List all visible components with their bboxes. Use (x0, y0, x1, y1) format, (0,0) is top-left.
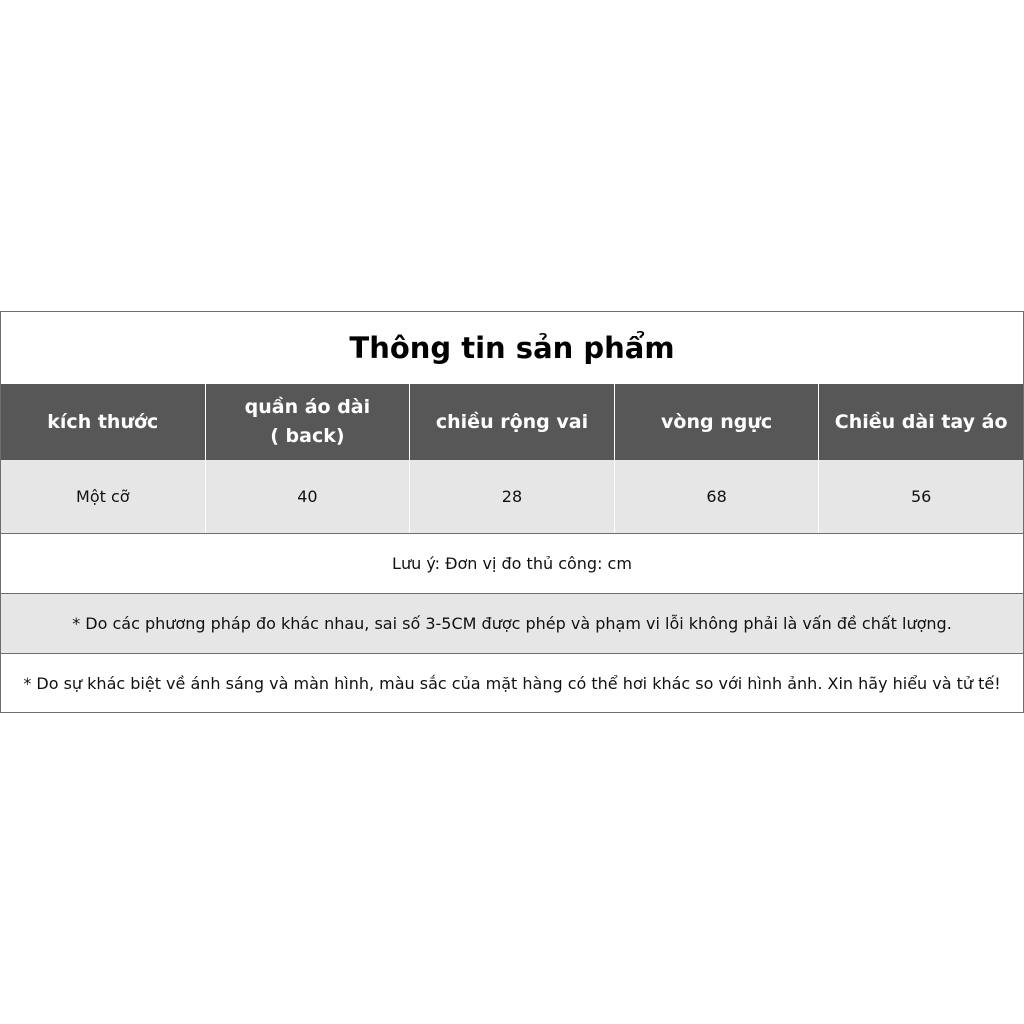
note-unit: Lưu ý: Đơn vị đo thủ công: cm (1, 533, 1023, 593)
cell-shoulder: 28 (409, 460, 614, 533)
cell-sleeve: 56 (818, 460, 1023, 533)
table-header-row (1, 384, 1023, 460)
note-color-difference: * Do sự khác biệt về ánh sáng và màn hình, màu sắc của mặt hàng có thể hơi khác so với hình ảnh. Xin hãy hiểu và tử tế! (1, 653, 1023, 712)
header-chest: vòng ngực (614, 384, 819, 460)
cell-length: 40 (205, 460, 410, 533)
header-length (205, 384, 410, 460)
note-measurement-error: * Do các phương pháp đo khác nhau, sai số 3-5CM được phép và phạm vi lỗi không phải là vấn đề chất lượng. (1, 593, 1023, 653)
header-size: kích thước (47, 410, 159, 433)
header-shoulder: chiều rộng vai (409, 384, 614, 460)
chart-title: Thông tin sản phẩm (349, 331, 675, 365)
header-sleeve: Chiều dài tay áo (818, 384, 1023, 460)
size-chart (0, 311, 1024, 713)
header-length-line1: quần áo dài (244, 396, 371, 418)
table-row (1, 460, 1023, 533)
cell-size: Một cỡ (76, 487, 130, 506)
cell-chest: 68 (614, 460, 819, 533)
header-length-line2: ( back) (270, 425, 345, 447)
